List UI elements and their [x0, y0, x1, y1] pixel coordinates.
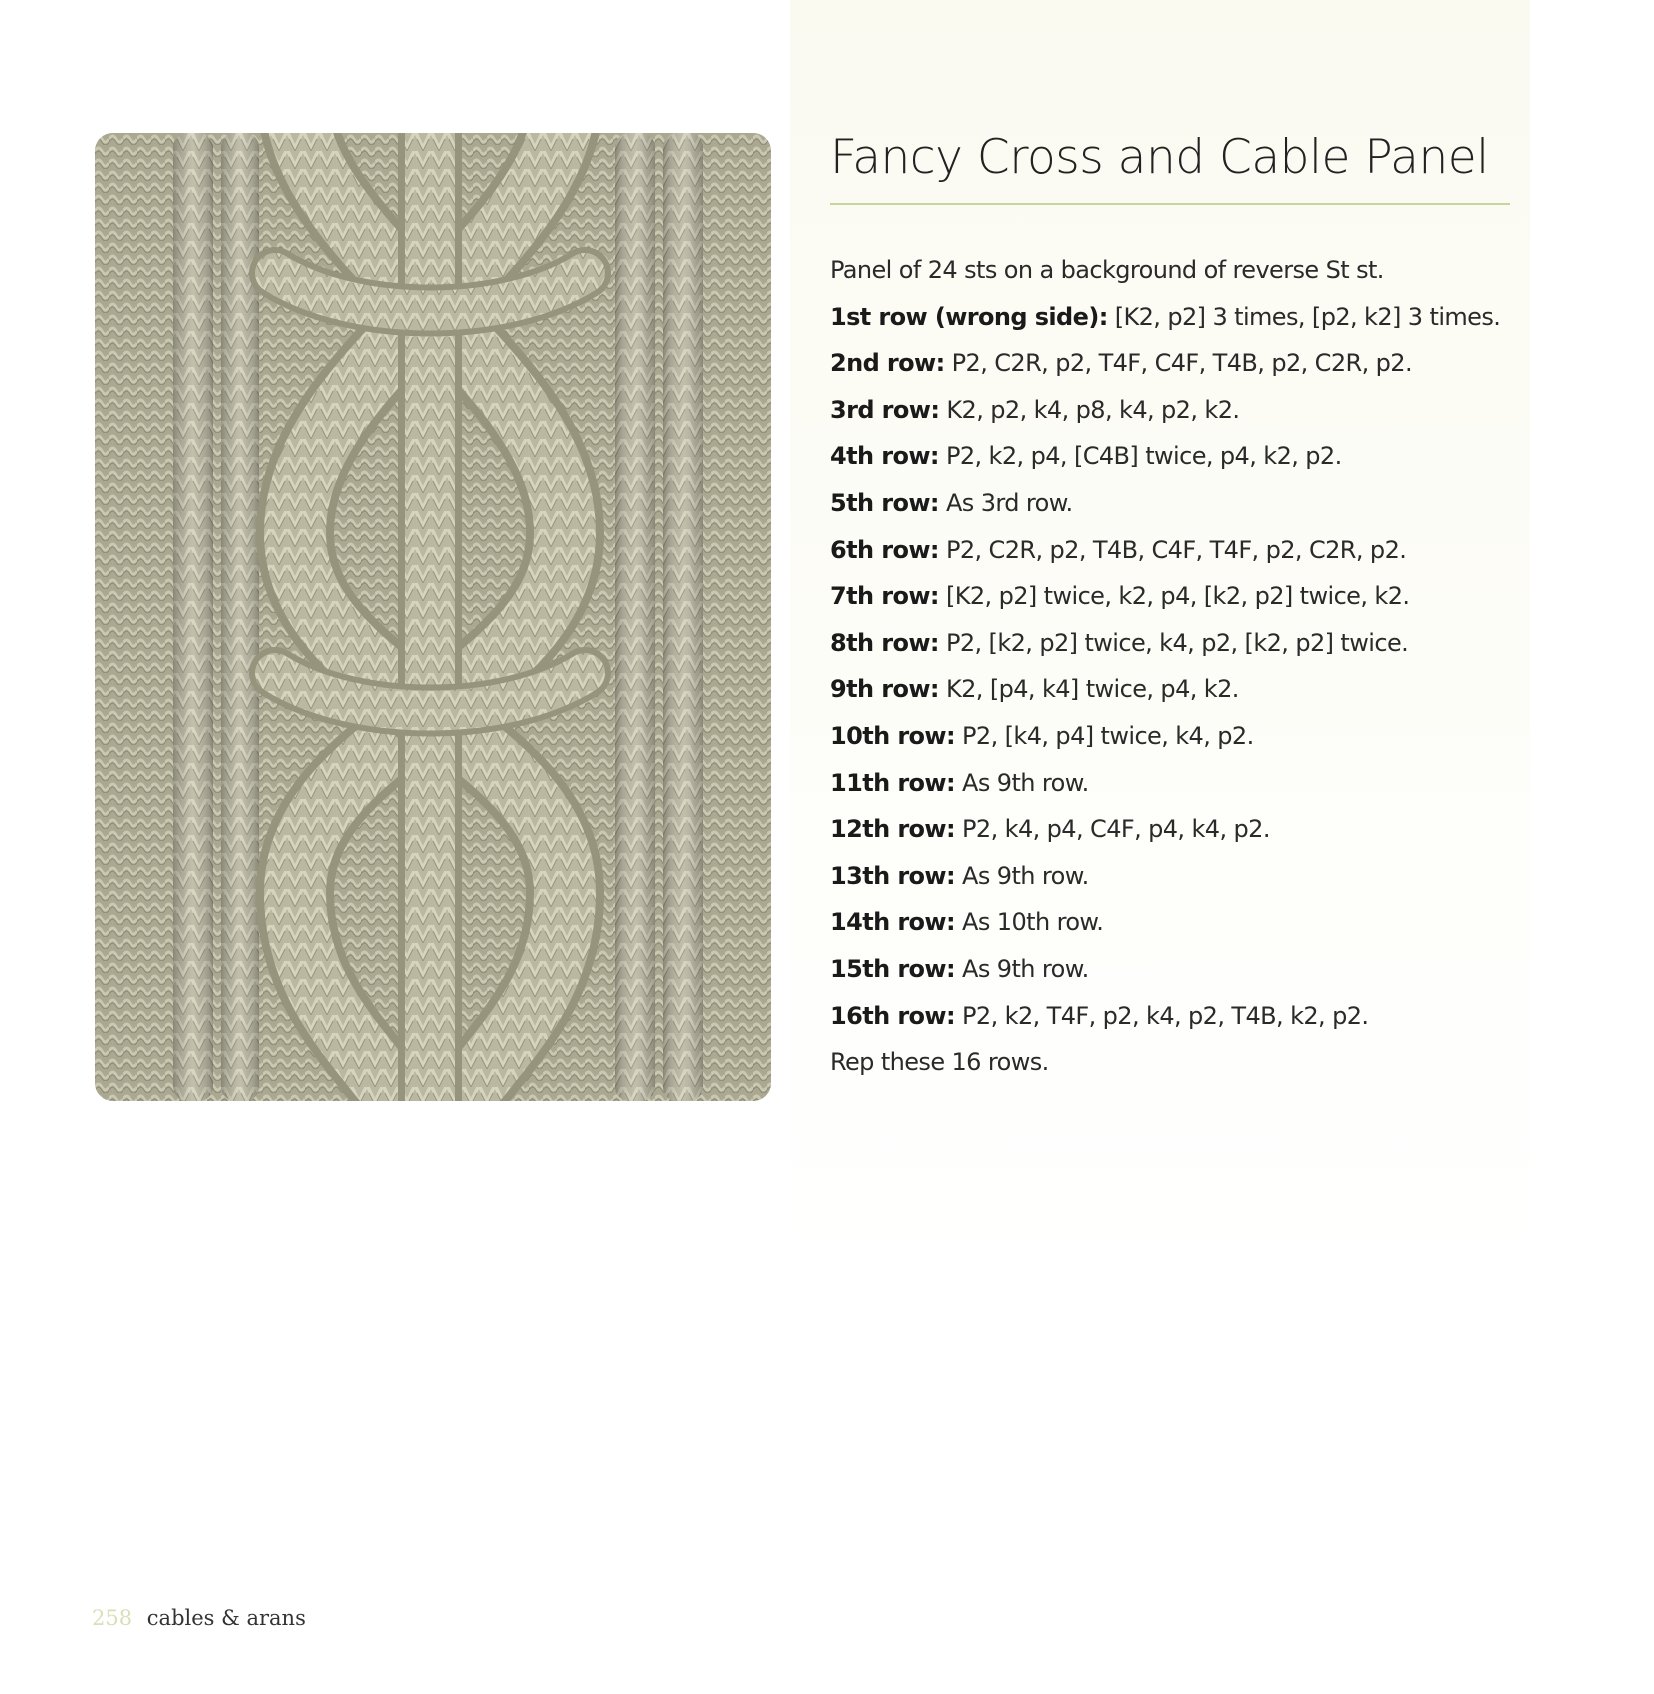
row-text: P2, k2, p4, [C4B] twice, p4, k2, p2.: [945, 442, 1342, 471]
row-instruction: [830, 806, 1520, 853]
row-instruction: [830, 480, 1520, 527]
row-label: 6th row:: [830, 535, 939, 564]
outro-text: Rep these 16 rows.: [830, 1048, 1049, 1077]
row-text: P2, [k2, p2] twice, k4, p2, [k2, p2] twice.: [945, 628, 1409, 657]
row-text: As 9th row.: [962, 861, 1089, 890]
row-text: P2, k2, T4F, p2, k4, p2, T4B, k2, p2.: [962, 1001, 1369, 1030]
row-instruction: [830, 527, 1520, 574]
row-instruction: [830, 946, 1520, 993]
row-instruction: [830, 573, 1520, 620]
row-label: 8th row:: [830, 628, 939, 657]
row-label: 10th row:: [830, 721, 956, 750]
outro-line: [830, 1039, 1520, 1086]
row-text: P2, k4, p4, C4F, p4, k4, p2.: [962, 815, 1270, 844]
row-text: K2, p2, k4, p8, k4, p2, k2.: [946, 395, 1240, 424]
pattern-instructions: [830, 247, 1520, 1086]
row-label: 16th row:: [830, 1001, 956, 1030]
row-instruction: [830, 340, 1520, 387]
row-instruction: [830, 853, 1520, 900]
row-label: 12th row:: [830, 815, 956, 844]
row-instruction: [830, 993, 1520, 1040]
row-text: [K2, p2] 3 times, [p2, k2] 3 times.: [1114, 302, 1501, 331]
row-label: 7th row:: [830, 582, 939, 611]
row-instruction: [830, 899, 1520, 946]
row-label: 15th row:: [830, 954, 956, 983]
row-label: 3rd row:: [830, 395, 940, 424]
row-instruction: [830, 433, 1520, 480]
row-label: 2nd row:: [830, 349, 945, 378]
page-number: 258: [92, 1606, 133, 1630]
row-instruction: [830, 620, 1520, 667]
row-label: 13th row:: [830, 861, 956, 890]
row-instruction: [830, 387, 1520, 434]
row-text: As 9th row.: [962, 954, 1089, 983]
pattern-title: Fancy Cross and Cable Panel: [830, 130, 1489, 185]
row-instruction: [830, 760, 1520, 807]
row-label: 11th row:: [830, 768, 956, 797]
row-label: 1st row (wrong side):: [830, 302, 1108, 331]
intro-text: Panel of 24 sts on a background of reverse St st.: [830, 256, 1384, 284]
row-label: 5th row:: [830, 488, 939, 517]
row-label: 14th row:: [830, 908, 956, 937]
row-text: As 3rd row.: [945, 488, 1073, 517]
row-text: As 9th row.: [962, 768, 1089, 797]
row-text: P2, [k4, p4] twice, k4, p2.: [962, 721, 1254, 750]
row-label: 4th row:: [830, 442, 939, 471]
row-instruction: [830, 666, 1520, 713]
row-label: 9th row:: [830, 675, 939, 704]
title-divider: [830, 203, 1510, 205]
intro-line: [830, 247, 1520, 294]
knitted-swatch-photo: [95, 133, 771, 1101]
section-name: cables & arans: [146, 1606, 306, 1630]
row-text: P2, C2R, p2, T4F, C4F, T4B, p2, C2R, p2.: [951, 349, 1412, 378]
row-text: K2, [p4, k4] twice, p4, k2.: [945, 675, 1239, 704]
row-instruction: [830, 294, 1520, 341]
row-text: P2, C2R, p2, T4B, C4F, T4F, p2, C2R, p2.: [945, 535, 1407, 564]
row-instruction: [830, 713, 1520, 760]
row-text: [K2, p2] twice, k2, p4, [k2, p2] twice, k2.: [945, 582, 1410, 611]
row-text: As 10th row.: [962, 908, 1104, 937]
page-footer: [92, 1606, 306, 1630]
